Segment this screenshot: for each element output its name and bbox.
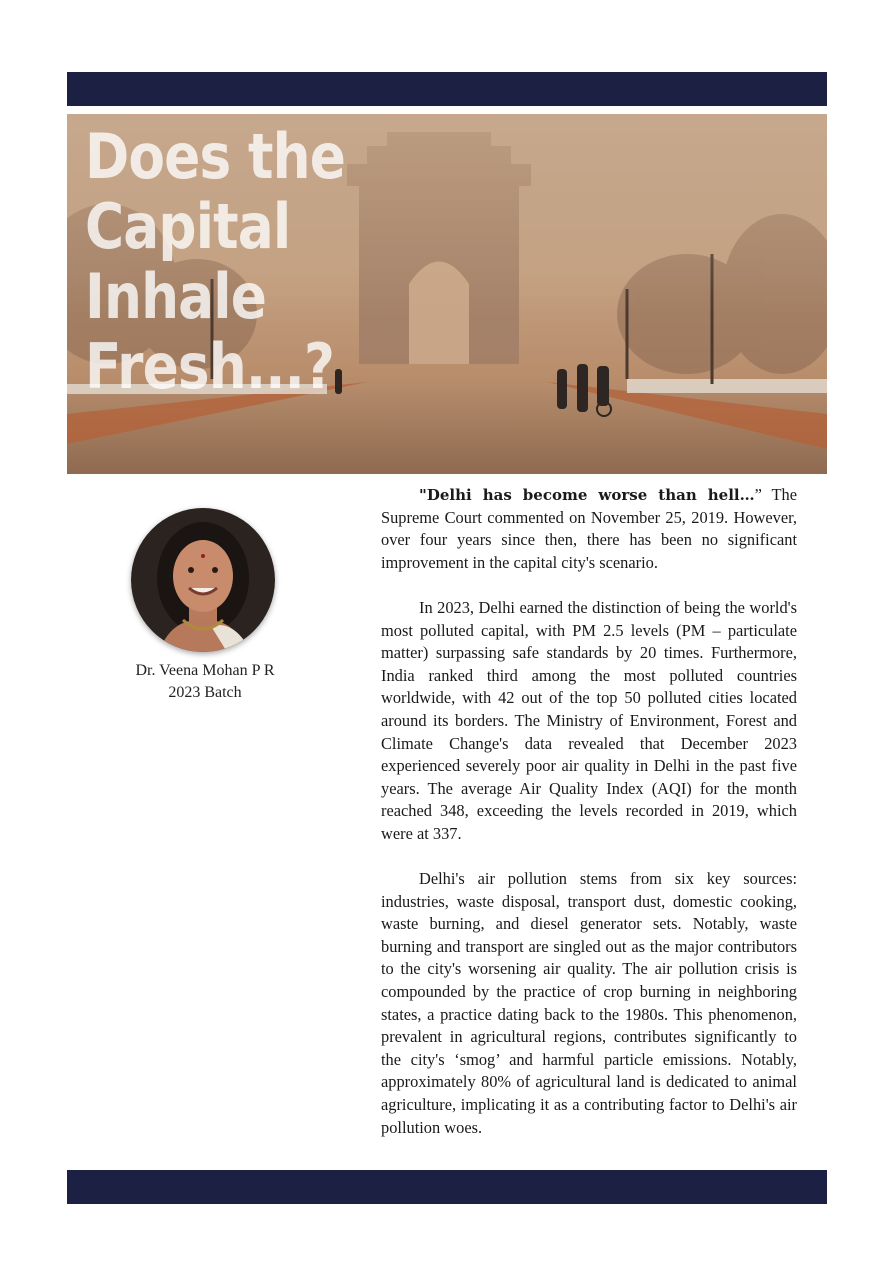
- hero-image: [67, 114, 827, 474]
- headline-line: Fresh...?: [85, 330, 335, 403]
- author-portrait-illustration: [131, 508, 275, 652]
- headline-line: Capital: [85, 190, 291, 263]
- author-photo: [131, 508, 275, 652]
- paragraph-text: ” The Supreme Court commented on November 25, 2019. However, over four years since then, there has been no significant improvement in the capital city's scenario.: [381, 485, 797, 572]
- article-paragraph: In 2023, Delhi earned the distinction of being the world's most polluted capital, with PM 2.5 levels (PM – particulate matter) surpassing safe standards by 20 times. Furthermore, India ranked third among the most polluted countries worldwide, with 42 out of the top 50 polluted cities located around its borders. The Ministry of Environment, Forest and Climate Change's data revealed that December 2023 experienced severely poor air quality in Delhi in the past five years. The average Air Quality Index (AQI) for the month reached 348, exceeding the levels recorded in 2019, which were at 337.: [381, 597, 797, 843]
- author-batch: 2023 Batch: [168, 684, 242, 701]
- article-body: [381, 484, 797, 1139]
- headline: [85, 122, 345, 402]
- header-band: [67, 72, 827, 106]
- article-paragraph: [381, 484, 797, 574]
- headline-line: Inhale: [85, 260, 267, 333]
- article-paragraph: Delhi's air pollution stems from six key sources: industries, waste disposal, transport dust, domestic cooking, waste burning, and diesel generator sets. Notably, waste burning and transport are singled out as the major contributors to the city's worsening air quality. The air pollution crisis is compounded by the practice of crop burning in neighboring states, a practice dating back to the 1980s. This phenomenon, prevalent in agricultural regions, contributes significantly to the city's ‘smog’ and harmful particle emissions. Notably, approximately 80% of agricultural land is dedicated to animal agriculture, implicating it as a contributing factor to Delhi's air pollution woes.: [381, 869, 797, 1137]
- footer-band: [67, 1170, 827, 1204]
- author-name: Dr. Veena Mohan P R: [135, 662, 275, 679]
- headline-line: Does the: [85, 120, 346, 193]
- supreme-court-quote: "Delhi has become worse than hell…: [419, 486, 755, 504]
